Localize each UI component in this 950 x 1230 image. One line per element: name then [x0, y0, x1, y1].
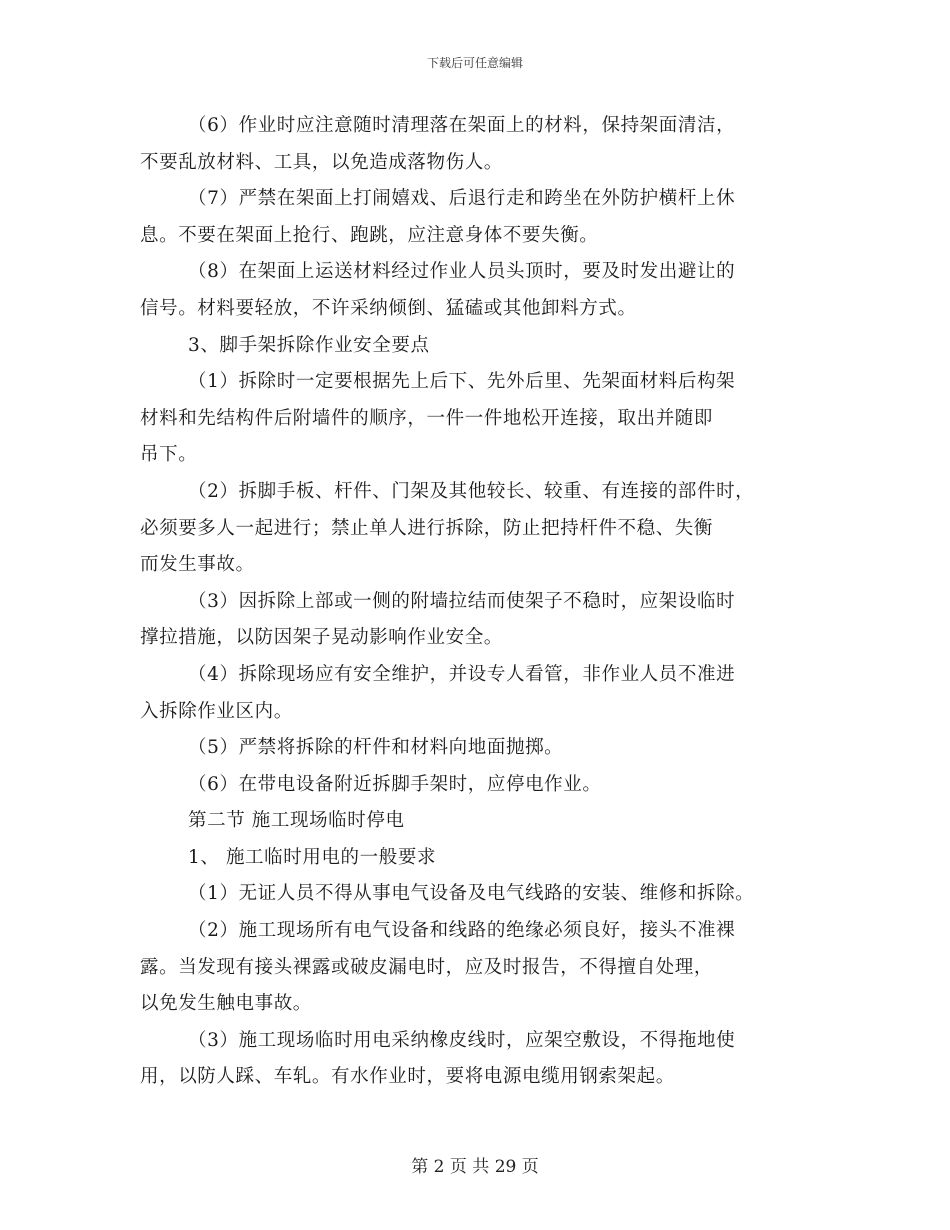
- text-line: 1、 施工临时用电的一般要求: [188, 846, 437, 868]
- text-line: 露。当发现有接头裸露或破皮漏电时，应及时报告，不得擅自处理，: [140, 956, 714, 978]
- text-line: 而发生事故。: [140, 554, 255, 576]
- text-line: 撑拉措施，以防因架子晃动影响作业安全。: [140, 627, 503, 649]
- text-line: 以免发生触电事故。: [140, 993, 312, 1015]
- text-line: （7）严禁在架面上打闹嬉戏、后退行走和跨坐在外防护横杆上休: [188, 188, 736, 210]
- text-line: （2）施工现场所有电气设备和线路的绝缘必须良好，接头不准裸: [188, 920, 736, 942]
- text-line: 息。不要在架面上抢行、跑跳，应注意身体不要失衡。: [140, 224, 599, 246]
- text-line: （6）作业时应注意随时清理落在架面上的材料，保持架面清洁，: [188, 115, 736, 136]
- text-line: 必须要多人一起进行；禁止单人进行拆除，防止把持杆件不稳、失衡: [140, 517, 714, 539]
- text-line: 材料和先结构件后附墙件的顺序，一件一件地松开连接，取出并随即: [140, 407, 714, 429]
- text-line: 入拆除作业区内。: [140, 700, 293, 722]
- text-line: （5）严禁将拆除的杆件和材料向地面抛掷。: [188, 737, 564, 759]
- page-header: 下载后可任意编辑: [426, 56, 523, 70]
- text-line: 不要乱放材料、工具，以免造成落物伤人。: [140, 151, 503, 173]
- text-line: 吊下。: [140, 444, 198, 466]
- text-line: 用，以防人踩、车轧。有水作业时，要将电源电缆用钢索架起。: [140, 1066, 675, 1088]
- text-line: 3、脚手架拆除作业安全要点: [188, 334, 430, 356]
- text-line: （3）施工现场临时用电采纳橡皮线时，应架空敷设，不得拖地使: [188, 1029, 736, 1051]
- text-line: （2）拆脚手板、杆件、门架及其他较长、较重、有连接的部件时，: [188, 480, 755, 502]
- text-line: （1）拆除时一定要根据先上后下、先外后里、先架面材料后构架: [188, 371, 736, 393]
- text-line: （3）因拆除上部或一侧的附墙拉结而使架子不稳时，应架设临时: [188, 590, 736, 612]
- text-line: （8）在架面上运送材料经过作业人员头顶时，要及时发出避让的: [188, 261, 736, 283]
- page-number: 第 2 页 共 29 页: [411, 1157, 539, 1177]
- document-body: [140, 108, 830, 1096]
- text-line: （6）在带电设备附近拆脚手架时，应停电作业。: [188, 773, 602, 795]
- text-line: 信号。材料要轻放，不许采纳倾倒、猛磕或其他卸料方式。: [140, 297, 637, 319]
- text-line: 第二节 施工现场临时停电: [188, 810, 405, 832]
- text-line: （1）无证人员不得从事电气设备及电气线路的安装、维修和拆除。: [188, 883, 755, 905]
- text-line: （4）拆除现场应有安全维护，并设专人看管，非作业人员不准进: [188, 663, 736, 685]
